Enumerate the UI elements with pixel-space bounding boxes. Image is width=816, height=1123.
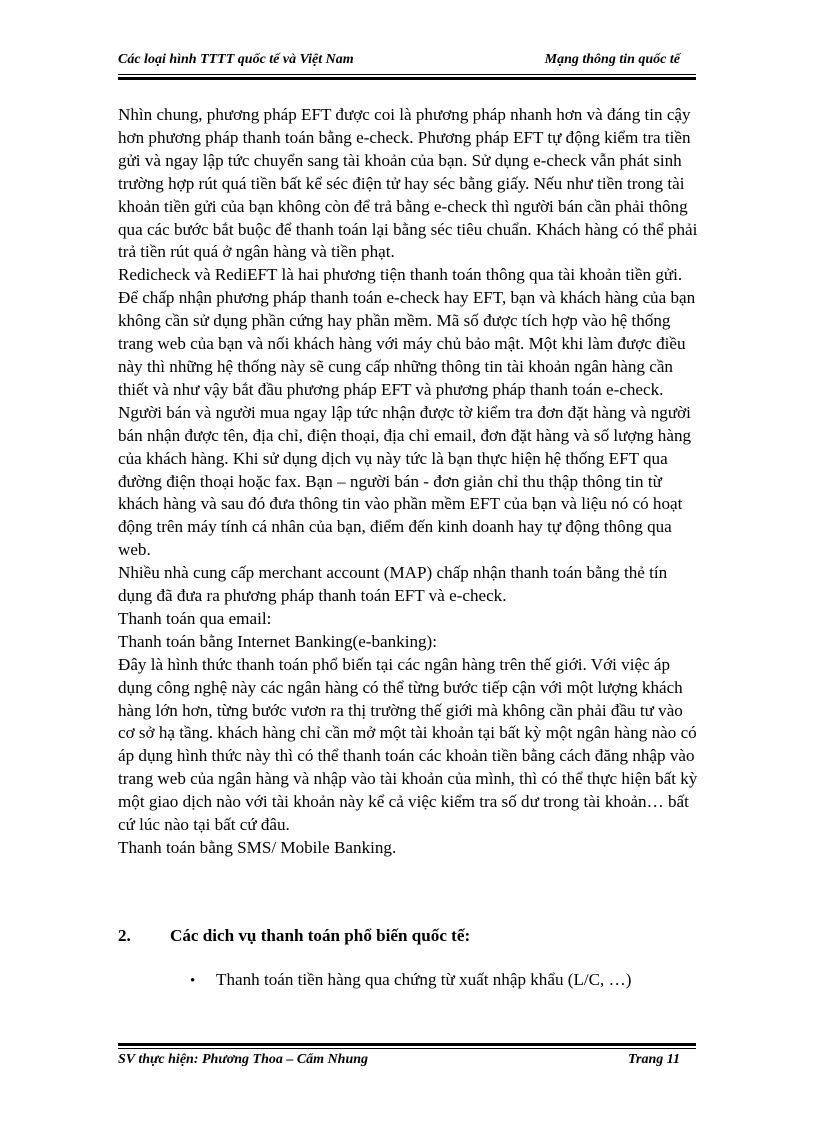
paragraph-redicheck: Redicheck và RediEFT là hai phương tiện thanh toán thông qua tài khoản tiền gửi. Để chấp nhận phương pháp thanh toán e-check hay EFT, bạn và khách hàng của bạn không cần sử dụng phần cứng hay phần mềm. Mã số được tích hợp vào hệ thống trang web của bạn và nối khách hàng với máy chủ bảo mật. Một khi làm được điều này thì những hệ thống này sẽ cung cấp những thông tin tài khoản ngân hàng cần thiết và như vậy bắt đầu phương pháp EFT và phương pháp thanh toán e-check. Người bán và người mua ngay lập tức nhận được tờ kiểm tra đơn đặt hàng và người bán nhận được tên, địa chỉ, điện thoại, địa chỉ email, đơn đặt hàng và số lượng hàng của khách hàng. Khi sử dụng dịch vụ này tức là bạn thực hiện hệ thống EFT qua đường điện thoại hoặc fax. Bạn – người bán - đơn giản chỉ thu thập thông tin từ khách hàng và sau đó đưa thông tin vào phần mềm EFT của bạn và liệu nó có hoạt động trên máy tính cá nhân của bạn, điểm đến kinh doanh hay tự động thông qua web. [118,265,696,560]
header-section-title: Mạng thông tin quốc tế [544,52,680,67]
body-text [118,104,698,860]
bullet-icon: • [190,973,196,989]
bullet-item [190,970,631,990]
paragraph-merchant-account: Nhiều nhà cung cấp merchant account (MAP) chấp nhận thanh toán bằng thẻ tín dụng đã đưa ra phương pháp thanh toán EFT và e-check. [118,563,668,606]
footer-page-number: Trang 11 [628,1052,680,1067]
header-document-title: Các loại hình TTTT quốc tế và Việt Nam [118,52,354,67]
section-number: 2. [118,926,131,945]
paragraph-email-payment: Thanh toán qua email: [118,608,272,628]
header-rule-thick [118,77,696,80]
footer-rule-thick [118,1043,696,1046]
header-rule-thin [118,74,696,75]
bullet-text: Thanh toán tiền hàng qua chứng từ xuất nhập khẩu (L/C, …) [216,970,632,989]
paragraph-internet-banking-title: Thanh toán bằng Internet Banking(e-banking): [118,631,437,651]
paragraph-eft-comparison: Nhìn chung, phương pháp EFT được coi là phương pháp nhanh hơn và đáng tin cậy hơn phương pháp thanh toán bằng e-check. Phương pháp EFT tự động kiểm tra tiền gửi và ngay lập tức chuyển sang tài khoản của bạn. Sử dụng e-check vẫn phát sinh trường hợp rút quá tiền bất kể séc điện tử hay séc bằng giấy. Nếu như tiền trong tài khoản tiền gửi của bạn không còn để trả bằng e-check thì người bán cần phải thông qua các bước bắt buộc để thanh toán lại bằng séc tiêu chuẩn. Khách hàng có thể phải trả tiền rút quá ở ngân hàng và tiền phạt. [118,105,698,262]
page-header [118,50,680,72]
section-title: Các dich vụ thanh toán phổ biến quốc tế: [170,926,471,945]
footer-rule-thin [118,1048,696,1049]
paragraph-sms-banking: Thanh toán bằng SMS/ Mobile Banking. [118,838,397,857]
section-heading [118,926,470,946]
footer-authors: SV thực hiện: Phương Thoa – Cẩm Nhung [118,1052,369,1067]
paragraph-internet-banking: Đây là hình thức thanh toán phổ biến tại các ngân hàng trên thế giới. Với việc áp dụng công nghệ này các ngân hàng có thể từng bước tiếp cận với một lượng khách hàng lớn hơn, từng bước vươn ra thị trường thế giới mà không cần phải đầu tư vào cơ sở hạ tầng. khách hàng chỉ cần mở một tài khoản tại bất kỳ một ngân hàng nào có áp dụng hình thức này thì có thể thanh toán các khoản tiền bằng cách đăng nhập vào trang web của ngân hàng và nhập vào tài khoản của mình, thì có thể thực hiện bất kỳ một giao dịch nào với tài khoản này kể cả việc kiểm tra số dư trong tài khoản… bất cứ lúc nào tại bất cứ đâu. [118,654,698,835]
